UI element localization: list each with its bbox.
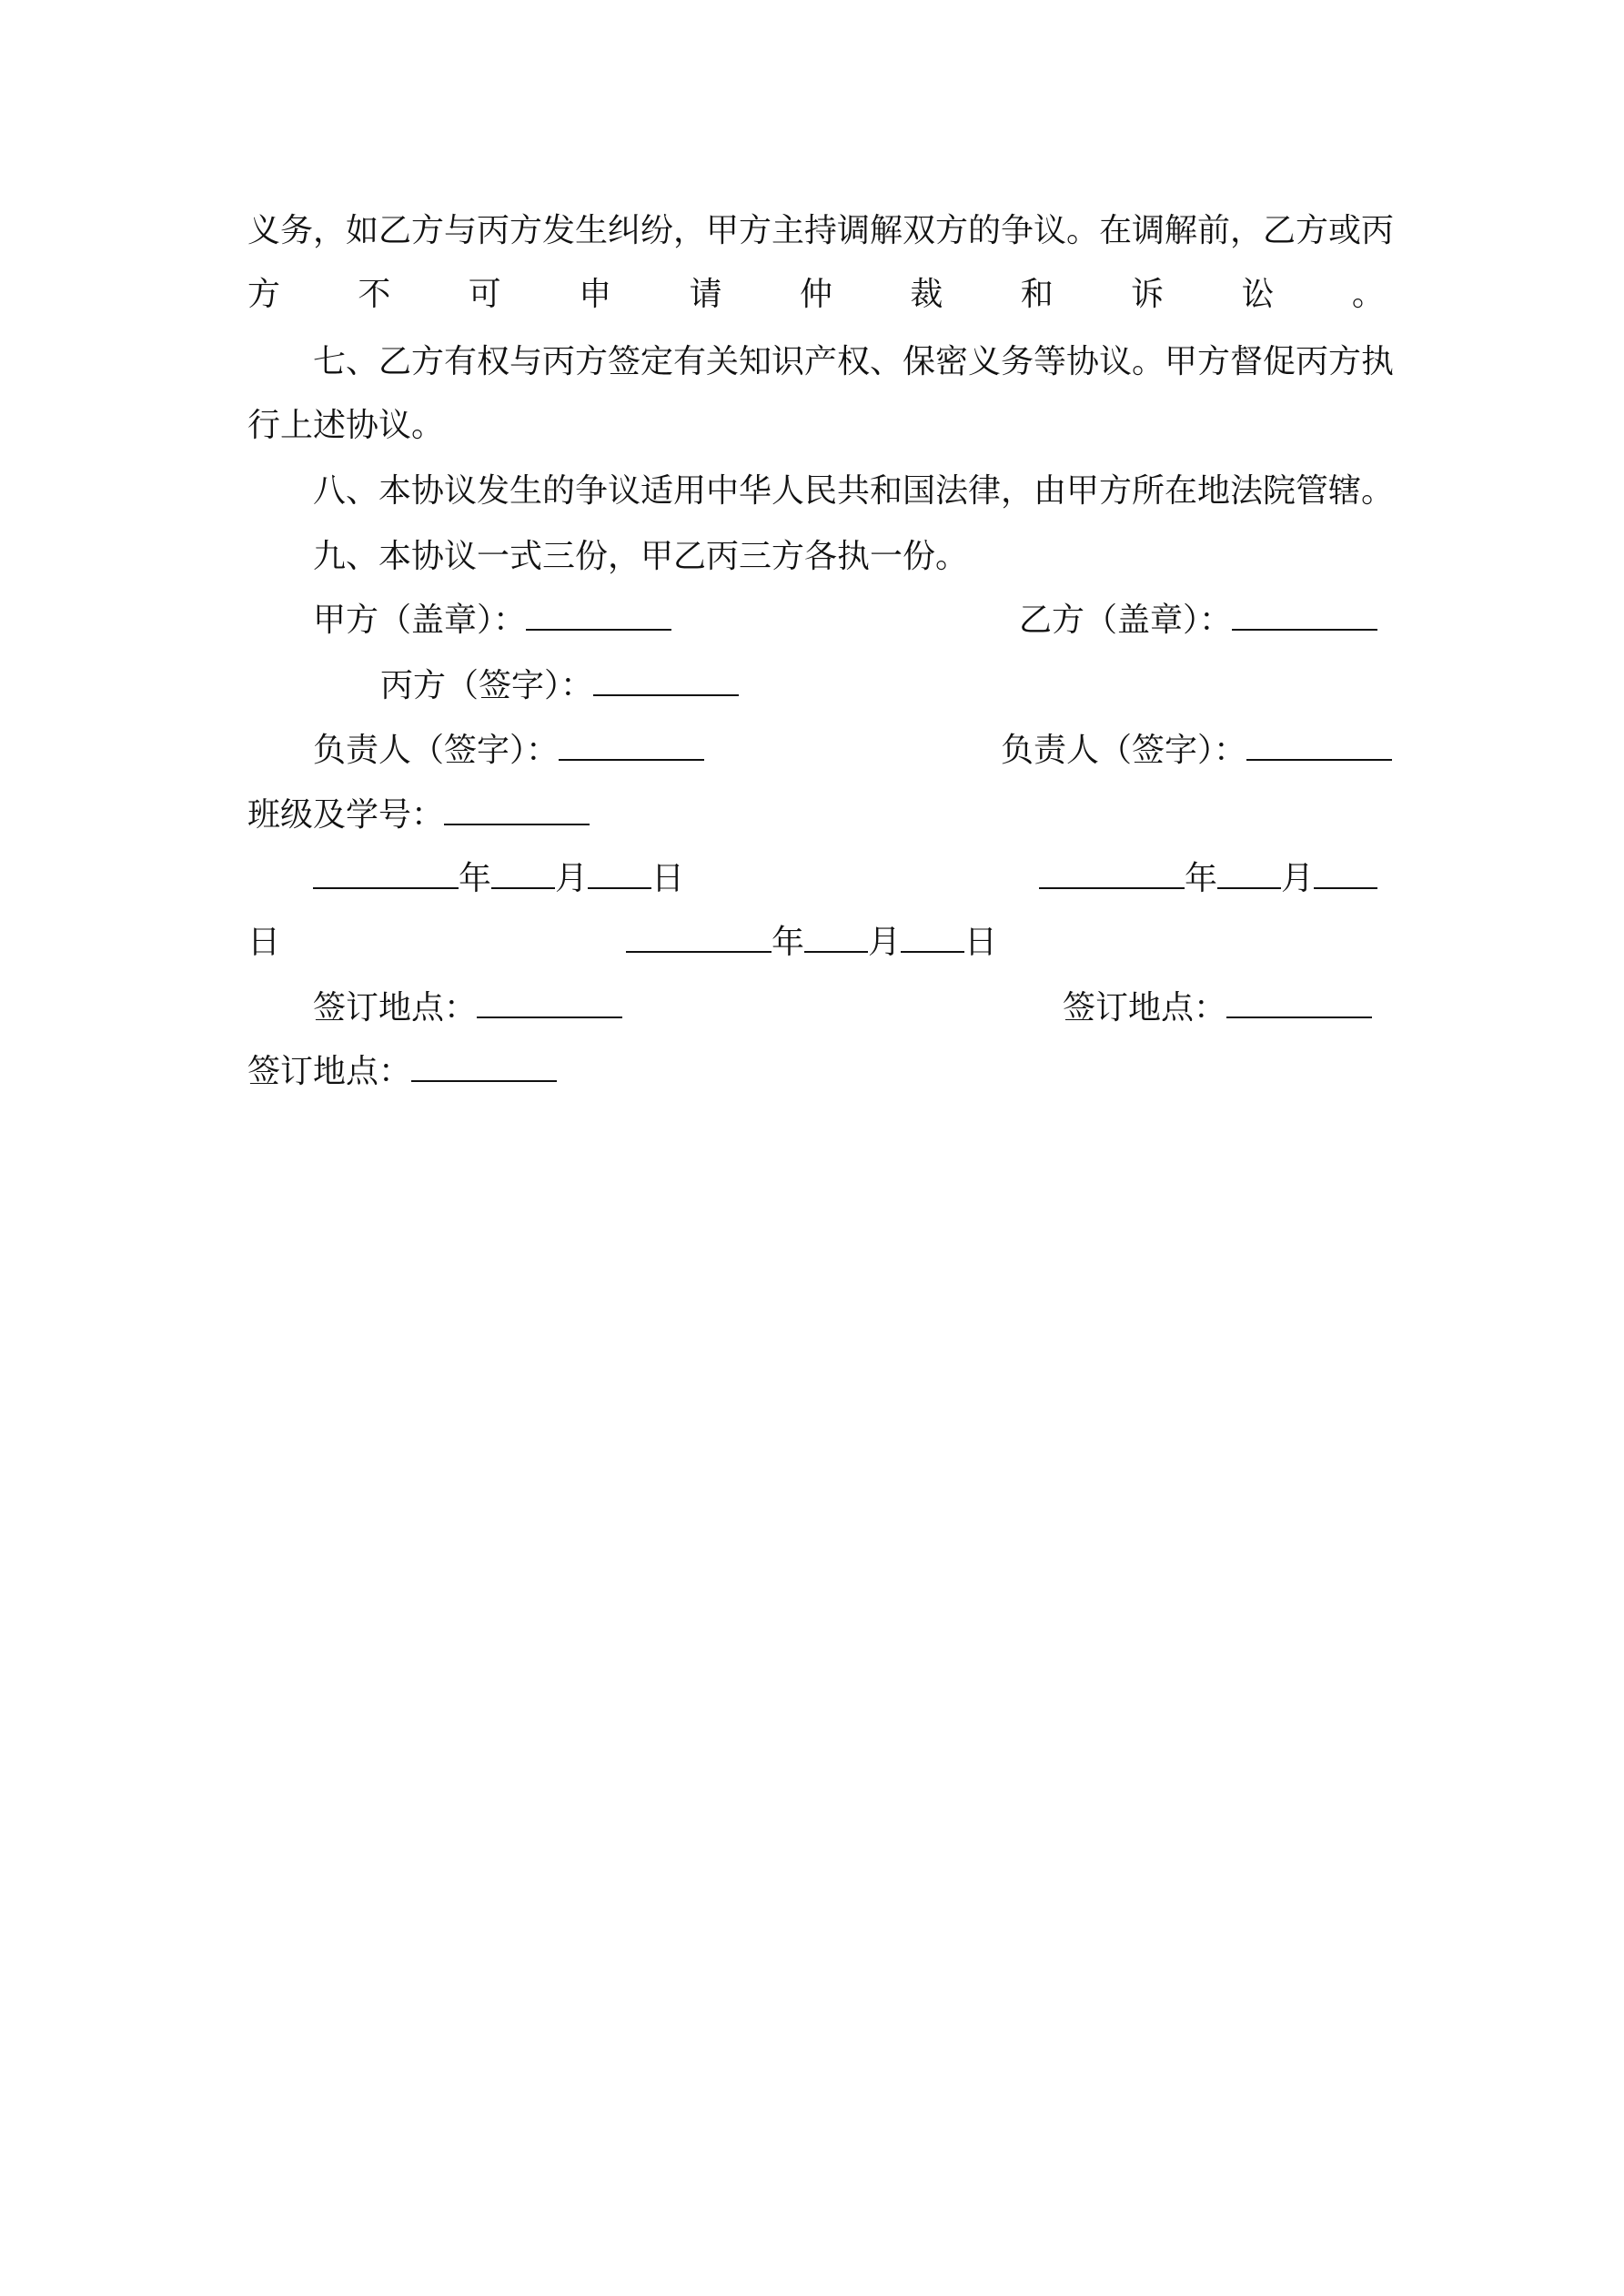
spread-char: 不: [358, 276, 391, 313]
party-b-seal-blank[interactable]: [1232, 602, 1377, 631]
spread-char: 方: [247, 276, 281, 313]
date-b-field: 年 月: [1039, 859, 1377, 899]
date-c-month-blank[interactable]: [804, 924, 868, 953]
clause-7-line-2: 行上述协议。: [247, 407, 445, 444]
date-a-day-blank[interactable]: [588, 860, 651, 889]
responsible-b-blank[interactable]: [1246, 732, 1392, 761]
class-id-field: 班级及学号：: [247, 795, 590, 835]
spread-char: 和: [1020, 276, 1054, 313]
class-id-blank[interactable]: [444, 796, 590, 825]
responsible-a-blank[interactable]: [559, 732, 704, 761]
place-a-blank[interactable]: [477, 989, 622, 1018]
clause-9: 九、本协议一式三份，甲乙丙三方各执一份。: [313, 538, 969, 575]
clause-7-line-1: 七、乙方有权与丙方签定有关知识产权、保密义务等协议。甲方督促丙方执: [313, 343, 1395, 380]
date-c-day-blank[interactable]: [901, 924, 964, 953]
party-a-seal-field: 甲方（盖章）：: [313, 601, 671, 641]
spread-char: 讼: [1241, 276, 1275, 313]
spread-char: 诉: [1131, 276, 1165, 313]
spread-char: 。: [1351, 276, 1385, 313]
clause-8: 八、本协议发生的争议适用中华人民共和国法律，由甲方所在地法院管辖。: [313, 472, 1395, 510]
spread-char: 申: [579, 276, 612, 313]
place-a-field: 签订地点：: [313, 988, 622, 1028]
spread-char: 仲: [799, 276, 832, 313]
place-c-blank[interactable]: [411, 1053, 557, 1082]
responsible-a-field: 负责人（签字）：: [313, 731, 704, 771]
clause-6-line-2: [247, 275, 1385, 315]
date-b-day-label: 日: [247, 924, 281, 961]
date-a-field: 年 月 日: [313, 859, 684, 899]
responsible-b-field: 负责人（签字）：: [1001, 731, 1392, 771]
place-b-field: 签订地点：: [1063, 988, 1372, 1028]
spread-char: 请: [689, 276, 722, 313]
date-a-year-blank[interactable]: [313, 860, 459, 889]
date-b-month-blank[interactable]: [1217, 860, 1281, 889]
party-a-seal-blank[interactable]: [526, 602, 671, 631]
party-b-seal-field: 乙方（盖章）：: [1019, 601, 1377, 641]
date-c-field: 年 月 日: [626, 923, 997, 963]
date-a-month-blank[interactable]: [491, 860, 555, 889]
party-c-sign-field: 丙方（签字）：: [380, 666, 739, 706]
clause-6-line-1: 义务，如乙方与丙方发生纠纷，甲方主持调解双方的争议。在调解前，乙方或丙: [247, 212, 1395, 249]
date-c-year-blank[interactable]: [626, 924, 772, 953]
place-b-blank[interactable]: [1226, 989, 1372, 1018]
spread-char: 可: [468, 276, 501, 313]
date-b-year-blank[interactable]: [1039, 860, 1185, 889]
place-c-field: 签订地点：: [247, 1052, 557, 1092]
party-c-sign-blank[interactable]: [593, 667, 739, 696]
date-b-day-blank[interactable]: [1314, 860, 1377, 889]
spread-char: 裁: [910, 276, 943, 313]
